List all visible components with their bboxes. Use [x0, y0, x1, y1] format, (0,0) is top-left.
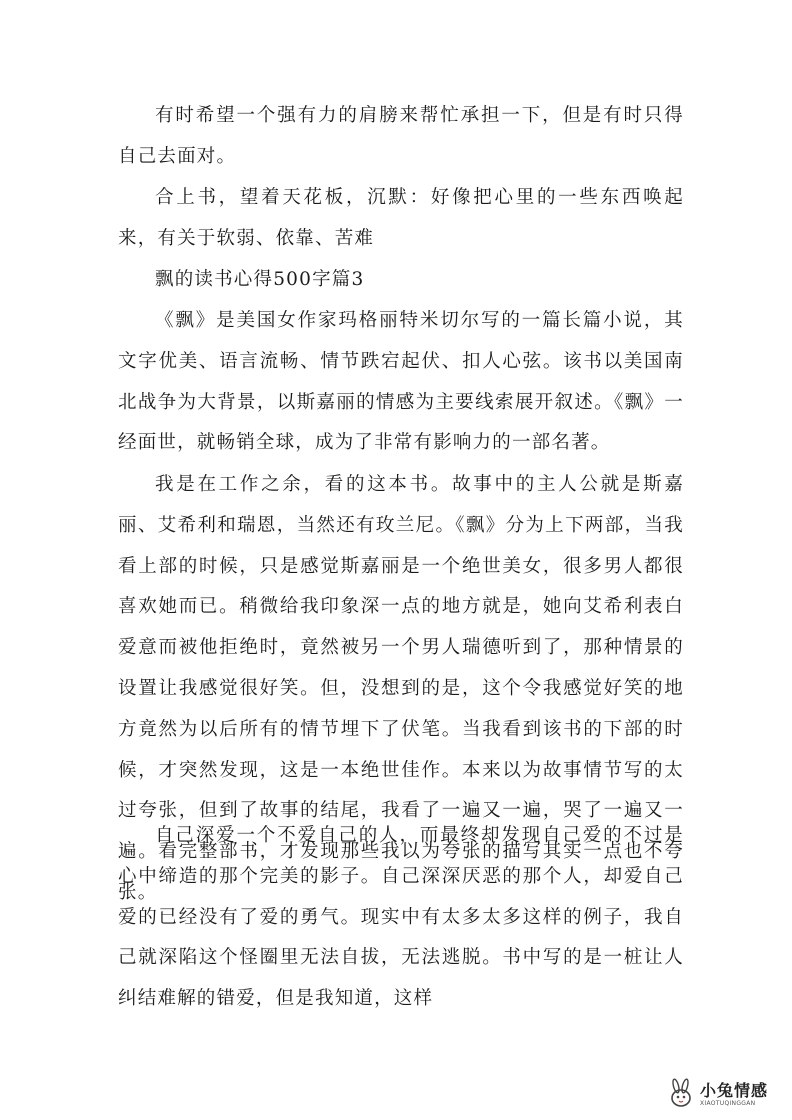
watermark-title: 小兔情感 — [700, 1081, 769, 1100]
paragraph-1: 有时希望一个强有力的肩膀来帮忙承担一下，但是有时只得自己去面对。 — [118, 105, 684, 167]
paragraph-2: 合上书，望着天花板，沉默：好像把心里的一些东西唤起来，有关于软弱、依靠、苦难 — [118, 187, 684, 249]
rabbit-logo-icon — [664, 1078, 698, 1112]
watermark — [662, 1076, 782, 1116]
watermark-subtitle: XIAOTUQINGGAN — [700, 1100, 756, 1107]
paragraph-3: 《飘》是美国女作家玛格丽特米切尔写的一篇长篇小说，其文字优美、语言流畅、情节跌宕起伏、扣人心弦。该书以美国南北战争为大背景，以斯嘉丽的情感为主要线索展开叙述。《飘》一经面世，就畅销全球，成为了非常有影响力的一部名著。 — [118, 310, 684, 454]
paragraph-4: 我是在工作之余，看的这本书。故事中的主人公就是斯嘉丽、艾希利和瑞恩，当然还有玫兰尼。《飘》分为上下两部，当我看上部的时候，只是感觉斯嘉丽是一个绝世美女，很多男人都很喜欢她而已。稍微给我印象深一点的地方就是，她向艾希利表白爱意而被他拒绝时，竟然被另一个男人瑞德听到了，那种情景的设置让我感觉很好笑。但，没想到的是，这个令我感觉好笑的地方竟然为以后所有的情节埋下了伏笔。当我看到该书的下部的时候，才突然发现，这是一本绝世佳作。本来以为故事情节写的太过夸张，但到了故事的结尾，我看了一遍又一遍，哭了一遍又一遍。看完整部书，才发现那些我以为夸张的描写其实一点也不夸张。 — [118, 474, 684, 903]
section-heading: 飘的读书心得500字篇3 — [155, 269, 365, 290]
paragraph-5: 自己深爱一个不爱自己的人，而最终却发现自己爱的不过是心中缔造的那个完美的影子。自己深深厌恶的那个人，却爱自己爱的已经没有了爱的勇气。现实中有太多太多这样的例子，我自己就深陷这个怪圈里无法自拔，无法逃脱。书中写的是一桩让人纠结难解的错爱，但是我知道，这样 — [118, 825, 684, 1010]
